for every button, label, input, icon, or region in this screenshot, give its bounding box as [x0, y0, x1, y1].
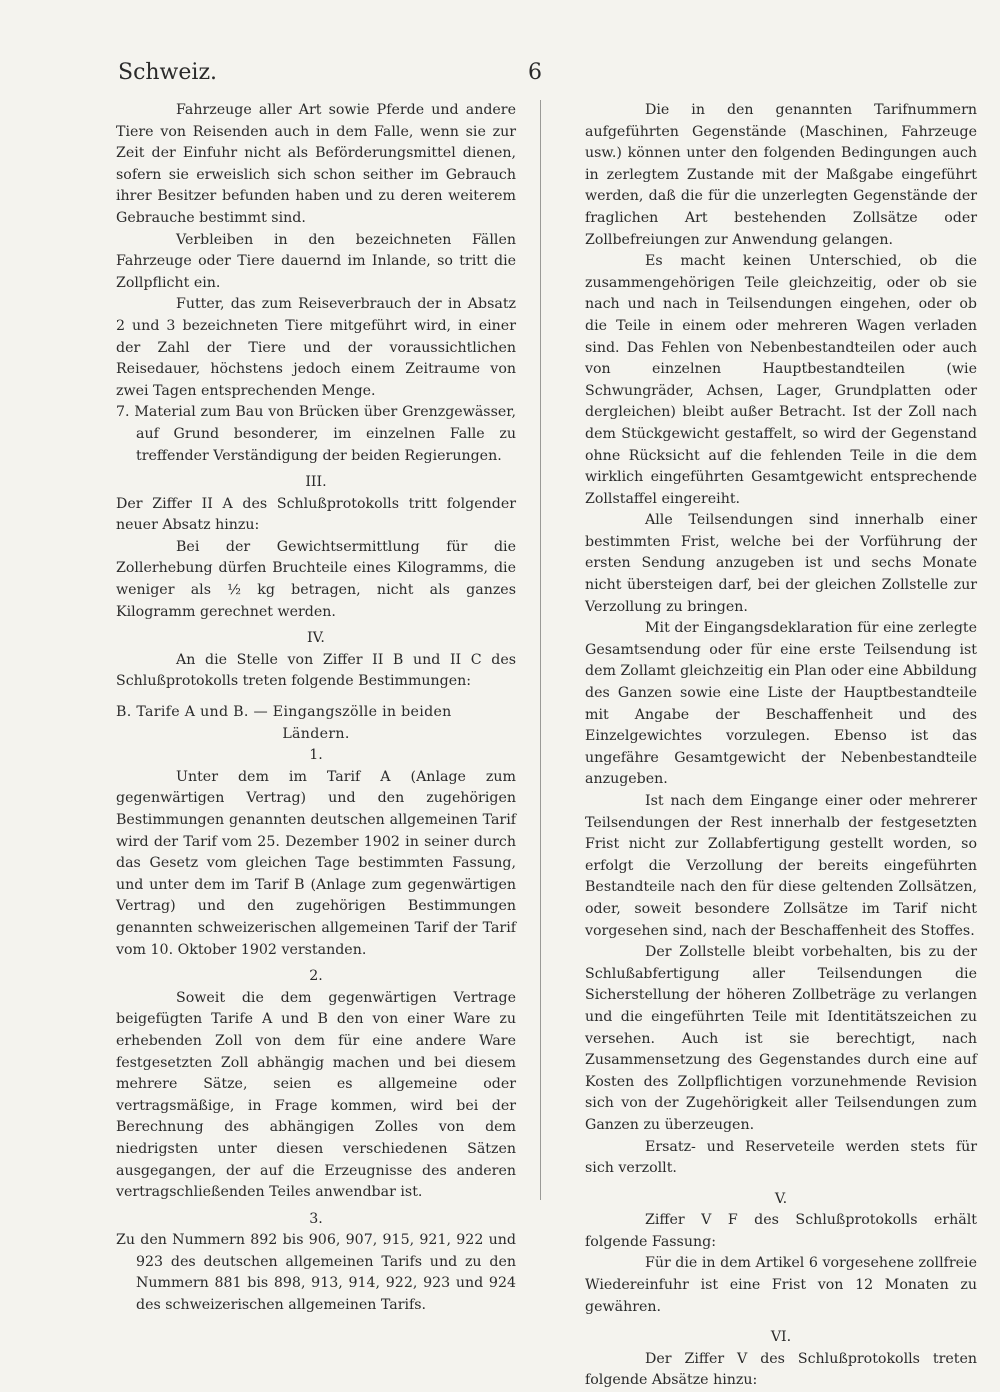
section-heading-VI: VI.: [770, 1329, 792, 1346]
right-column: [585, 100, 977, 1392]
paragraph: Ersatz- und Reserveteile werden stets für sich verzollt.: [585, 1138, 977, 1177]
paragraph: Für die in dem Artikel 6 vorgesehene zollfreie Wiedereinfuhr ist eine Frist von 12 Monaten zu gewähren.: [585, 1255, 977, 1315]
column-divider: [540, 100, 541, 1200]
paragraph: Zu den Nummern 892 bis 906, 907, 915, 921, 922 und 923 des deutschen allgemeinen Tarifs und zu den Nummern 881 bis 898, 913, 914, 922, 923 und 924 des schweizerischen allgemeinen Tarifs.: [116, 1232, 516, 1314]
heading-line: B. Tarife A und B. — Eingangszölle in beiden: [116, 704, 452, 721]
paragraph: Futter, das zum Reiseverbrauch der in Absatz 2 und 3 bezeichneten Tiere mitgeführt wird, in einer der Zahl der Tiere und der voraussichtlichen Reisedauer, höchstens jedoch einem Zeitraume von zwei Tagen entsprechenden Menge.: [116, 296, 516, 399]
page-number: 6: [528, 60, 542, 85]
paragraph: Fahrzeuge aller Art sowie Pferde und andere Tiere von Reisenden auch in dem Falle, wenn sie zur Zeit der Einfuhr nicht als Beförderungsmittel dienen, sofern sie erweislich sich schon seither im Gebrauch ihrer Besitzer befunden haben und zu deren weiterem Gebrauche bestimmt sind.: [116, 102, 516, 226]
paragraph: Bei der Gewichtsermittlung für die Zollerhebung dürfen Bruchteile eines Kilogramms, die weniger als ½ kg betragen, nicht als ganzes Kilogramm gerechnet werden.: [116, 538, 516, 620]
paragraph: An die Stelle von Ziffer II B und II C des Schlußprotokolls treten folgende Bestimmungen:: [116, 651, 516, 690]
paragraph: Der Zollstelle bleibt vorbehalten, bis zu der Schlußabfertigung aller Teilsendungen die Sicherstellung der höheren Zollbeträge zu verlangen und die eingeführten Teile mit Identitätszeichen zu versehen. Auch ist sie berechtigt, nach Zusammensetzung des Gegenstandes durch eine auf Kosten des Zollpflichtigen vorzunehmende Revision sich von der Zugehörigkeit aller Teilsendungen zum Ganzen zu überzeugen.: [585, 944, 977, 1133]
paragraph: Die in den genannten Tarifnummern aufgeführten Gegenstände (Maschinen, Fahrzeuge usw.) können unter den folgenden Bedingungen auch in zerlegtem Zustande mit der Maßgabe eingeführt werden, daß die für die unzerlegten Gegenstände der fraglichen Art bestehenden Zollsätze oder Zollbefreiungen zur Anwendung gelangen.: [585, 102, 977, 248]
paragraph: Soweit die dem gegenwärtigen Vertrage beigefügten Tarife A und B den von einer Ware zu erhebenden Zoll von dem für eine andere Ware festgesetzten Zoll abhängig machen und bei diesem mehrere Sätze, seien es allgemeine oder vertragsmäßige, in Frage kommen, wird bei der Berechnung des abhängigen Zolles von dem niedrigsten unter diesen verschiedenen Sätzen ausgegangen, der auf die Erzeugnisse des anderen vertragschließenden Teiles anwendbar ist.: [116, 989, 516, 1201]
running-header: Schweiz.: [118, 60, 218, 85]
paragraph: Ziffer V F des Schlußprotokolls erhält folgende Fassung:: [585, 1212, 977, 1250]
paragraph: Der Ziffer V des Schlußprotokolls treten folgende Absätze hinzu:: [585, 1350, 977, 1389]
paragraph: Es macht keinen Unterschied, ob die zusammengehörigen Teile gleichzeitig, oder ob sie nach und nach in Teilsendungen eingehen, oder ob die Teile in einem oder mehreren Wagen verladen sind. Das Fehlen von Nebenbestandteilen oder auch von einzelnen Hauptbestandteilen (wie Schwungräder, Achsen, Lager, Grundplatten oder dergleichen) bleibt außer Betracht. Ist der Zoll nach dem Stückgewicht gestaffelt, so wird der Gegenstand ohne Rücksicht auf die fehlenden Teile in die dem wirklich eingeführten Gesamtgewicht entsprechende Zollstaffel eingereiht.: [585, 253, 977, 507]
subsection-heading-B: [116, 702, 516, 745]
paragraph: Der Ziffer II A des Schlußprotokolls tritt folgender neuer Absatz hinzu:: [116, 495, 516, 534]
paragraph: Alle Teilsendungen sind innerhalb einer bestimmten Frist, welche bei der Vorführung der ersten Sendung anzugeben ist und sechs Monate nicht übersteigen darf, bei der gleichen Zollstelle zur Verzollung zu bringen.: [585, 512, 977, 615]
left-column: [116, 100, 516, 1317]
section-heading-V: V.: [774, 1190, 788, 1207]
paragraph: Mit der Eingangsdeklaration für eine zerlegte Gesamtsendung oder für eine erste Teilsendung ist dem Zollamt gleichzeitig ein Plan oder eine Abbildung des Ganzen sowie eine Liste der Hauptbestandteile mit Angabe der Beschaffenheit und des Einzelgewichtes vorzulegen. Ebenso ist das ungefähre Gesamtgewicht der Nebenbestandteile anzugeben.: [585, 620, 977, 788]
section-heading-III: III.: [305, 474, 327, 491]
paragraph: Unter dem im Tarif A (Anlage zum gegenwärtigen Vertrag) und den zugehörigen Bestimmungen genannten deutschen allgemeinen Tarif wird der Tarif vom 25. Dezember 1902 in seiner durch das Gesetz vom gleichen Tage bestimmten Fassung, und unter dem im Tarif B (Anlage zum gegenwärtigen Vertrag) und den zugehörigen Bestimmungen genannten schweizerischen allgemeinen Tarif der Tarif vom 10. Oktober 1902 verstanden.: [116, 768, 516, 958]
numbered-heading-3: 3.: [309, 1210, 323, 1227]
section-heading-IV: IV.: [307, 630, 325, 647]
heading-line: Ländern.: [282, 725, 350, 742]
paragraph: Ist nach dem Eingange einer oder mehrerer Teilsendungen der Rest innerhalb der festgesetzten Frist nicht zur Zollabfertigung gestellt worden, so erfolgt die Verzollung der bereits eingeführten Bestandteile nach den für diese geltenden Zollsätzen, oder, soweit besondere Zollsätze im Tarif nicht vorgesehen sind, nach der Beschaffenheit des Stoffes.: [585, 793, 977, 939]
paragraph: Verbleiben in den bezeichneten Fällen Fahrzeuge oder Tiere dauernd im Inlande, so tritt die Zollpflicht ein.: [116, 231, 516, 291]
list-item-7: 7. Material zum Bau von Brücken über Grenzgewässer, auf Grund besonderer, im einzelnen Falle zu treffender Verständigung der beiden Regierungen.: [116, 404, 516, 464]
numbered-heading-2: 2.: [309, 968, 323, 985]
numbered-heading-1: 1.: [309, 747, 323, 764]
